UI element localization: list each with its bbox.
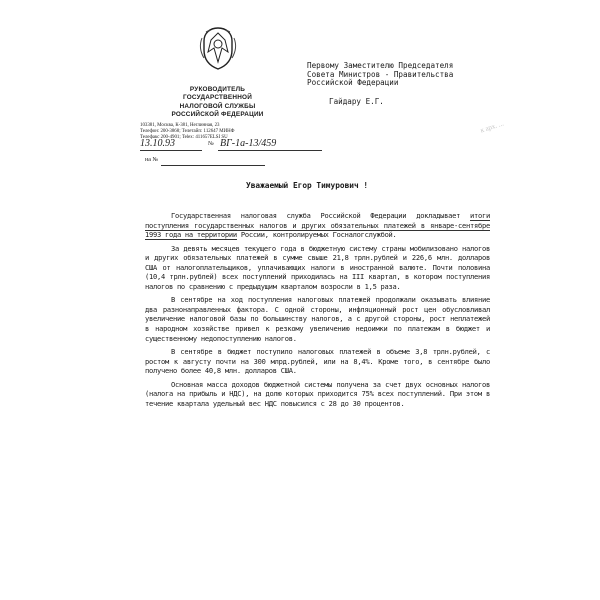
- salutation: Уважаемый Егор Тимурович !: [246, 181, 369, 190]
- underlined-text: итоги поступления государственных налогов и других обязательных платежей в январе-сентябре 1993 года на территории: [145, 211, 490, 240]
- reference-underline: [161, 165, 265, 166]
- sender-title: [135, 86, 300, 120]
- number-label: №: [208, 141, 214, 147]
- paragraph: В сентябре в бюджет поступило налоговых платежей в объеме 3,8 трлн.рублей, с ростом к августу почти на 300 млрд.рублей, или на 8,4%. Кроме того, в сентябре было получено более 40,8 млн. долларов США.: [145, 347, 490, 376]
- sender-line: НАЛОГОВОЙ СЛУЖБЫ: [179, 102, 256, 110]
- outgoing-reference: [140, 138, 330, 152]
- paragraph: В сентябре на ход поступления налоговых платежей продолжали оказывать влияние два разнонаправленных фактора. С одной стороны, инфляционный рост цен обусловливал увеличение налоговой базы по большинству налогов, а с другой стороны, рост неплатежей в народном хозяйстве привел к резкому увеличению недоимки по платежам в бюджет и существенному недопоступлению налогов.: [145, 295, 490, 343]
- sender-line: РУКОВОДИТЕЛЬ: [189, 86, 246, 93]
- letter-body: [145, 211, 490, 412]
- addressee-line: Российской Федерации: [307, 78, 399, 88]
- sender-line: ГОСУДАРСТВЕННОЙ: [183, 94, 252, 102]
- addressee-name: Гайдару Е.Г.: [329, 96, 384, 106]
- letter-number: ВГ-1а-13/459: [220, 138, 277, 149]
- paragraph-text: Государственная налоговая служба Российской Федерации докладывает: [171, 211, 471, 220]
- addressee-block: [307, 62, 507, 106]
- incoming-reference: [145, 157, 295, 167]
- letter-date: 13.10.93: [140, 138, 175, 149]
- reference-label: на №: [145, 157, 159, 163]
- coat-of-arms-icon: [196, 24, 240, 72]
- date-underline: [140, 150, 202, 151]
- fax-line: Телефакс 200-4901; Telex: 411657ELSI SU: [140, 135, 228, 141]
- sender-line: РОССИЙСКОЙ ФЕДЕРАЦИИ: [171, 111, 264, 119]
- addressee-line: Первому Заместителю Председателя: [307, 61, 454, 70]
- paragraph-text: России, контролируемых Госналогслужбой.: [236, 230, 397, 240]
- number-underline: [218, 150, 322, 151]
- faint-handwritten-note: к арх. ...: [479, 119, 505, 135]
- paragraph: Основная масса доходов бюджетной системы получена за счет двух основных налогов (налога на прибыль и НДС), на долю которых приходится 75% всех поступлений. При этом в течение квартала удельный вес НДС повысился с 28 до 30 процентов.: [145, 379, 490, 408]
- phone-line: Телефон: 200-3868; Телетайп: 112647 МИНФ: [140, 129, 235, 135]
- paragraph: [145, 211, 490, 240]
- addressee-line: Совета Министров - Правительства: [307, 69, 454, 79]
- paragraph: За девять месяцев текущего года в бюджетную систему страны мобилизовано налогов и других обязательных платежей в сумме свыше 21,8 трлн.рублей и 226,6 млн. долларов США от налогоплательщиков, уплачивающих налоги в иностранной валюте. Почти половина (10,4 трлн.рублей) всех поступлений приходилась на III квартал, в котором поступления налогов по сравнению с предыдущим кварталом возросли в 1,5 раза.: [145, 243, 490, 291]
- address-line: 103381, Москва, К-381, Неглинная, 23: [140, 123, 220, 128]
